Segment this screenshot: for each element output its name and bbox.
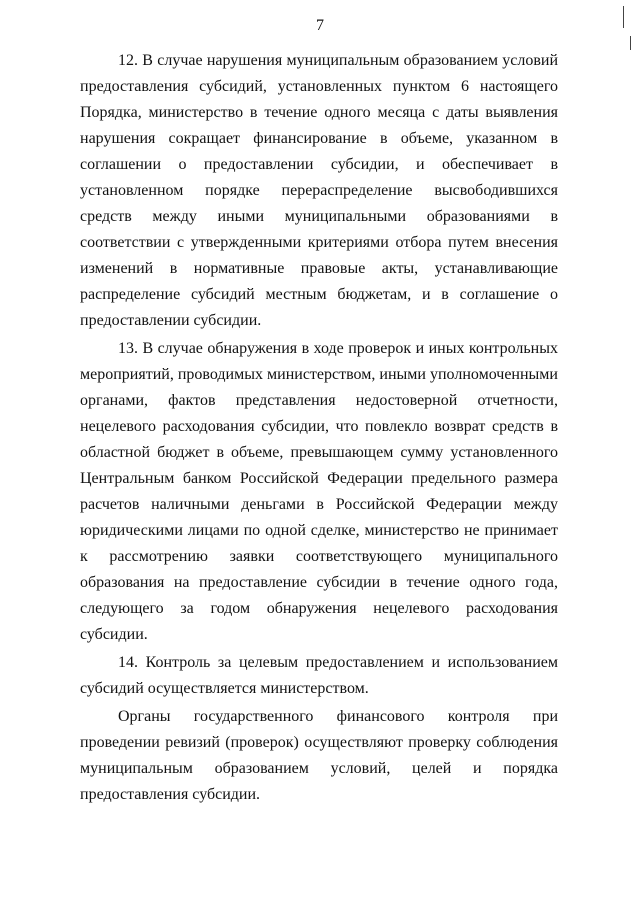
paragraph-12: 12. В случае нарушения муниципальным образованием условий предоставления субсидий, установленных пунктом 6 настоящего Порядка, министерство в течение одного месяца с даты выявления нарушения сокращает финансирование в объеме, указанном в соглашении о предоставлении субсидии, и обеспечивает в установленном порядке перераспределение высвободившихся средств между иными муниципальными образованиями в соответствии с утвержденными критериями отбора путем внесения изменений в нормативные правовые акты, устанавливающие распределение субсидий местным бюджетам, и в соглашение о предоставлении субсидии.	[80, 52, 558, 329]
paragraph-13: 13. В случае обнаружения в ходе проверок и иных контрольных мероприятий, проводимых министерством, иными уполномоченными органами, фактов представления недостоверной отчетности, нецелевого расходования субсидии, что повлекло возврат средств в областной бюджет в объеме, превышающем сумму установленного Центральным банком Российской Федерации предельного размера расчетов наличными деньгами в Российской Федерации между юридическими лицами по одной сделке, министерство не принимает к рассмотрению заявки соответствующего муниципального образования на предоставление субсидии в течение одного года, следующего за годом обнаружения нецелевого расходования субсидии.	[80, 340, 558, 643]
scan-artifact-mark	[630, 36, 631, 50]
paragraph-control-bodies: Органы государственного финансового контроля при проведении ревизий (проверок) осуществляют проверку соблюдения муниципальным образованием условий, целей и порядка предоставления субсидии.	[80, 708, 558, 803]
paragraph-14: 14. Контроль за целевым предоставлением и использованием субсидий осуществляется министерством.	[80, 654, 558, 697]
document-body	[80, 44, 558, 808]
page-number: 7	[316, 17, 324, 34]
